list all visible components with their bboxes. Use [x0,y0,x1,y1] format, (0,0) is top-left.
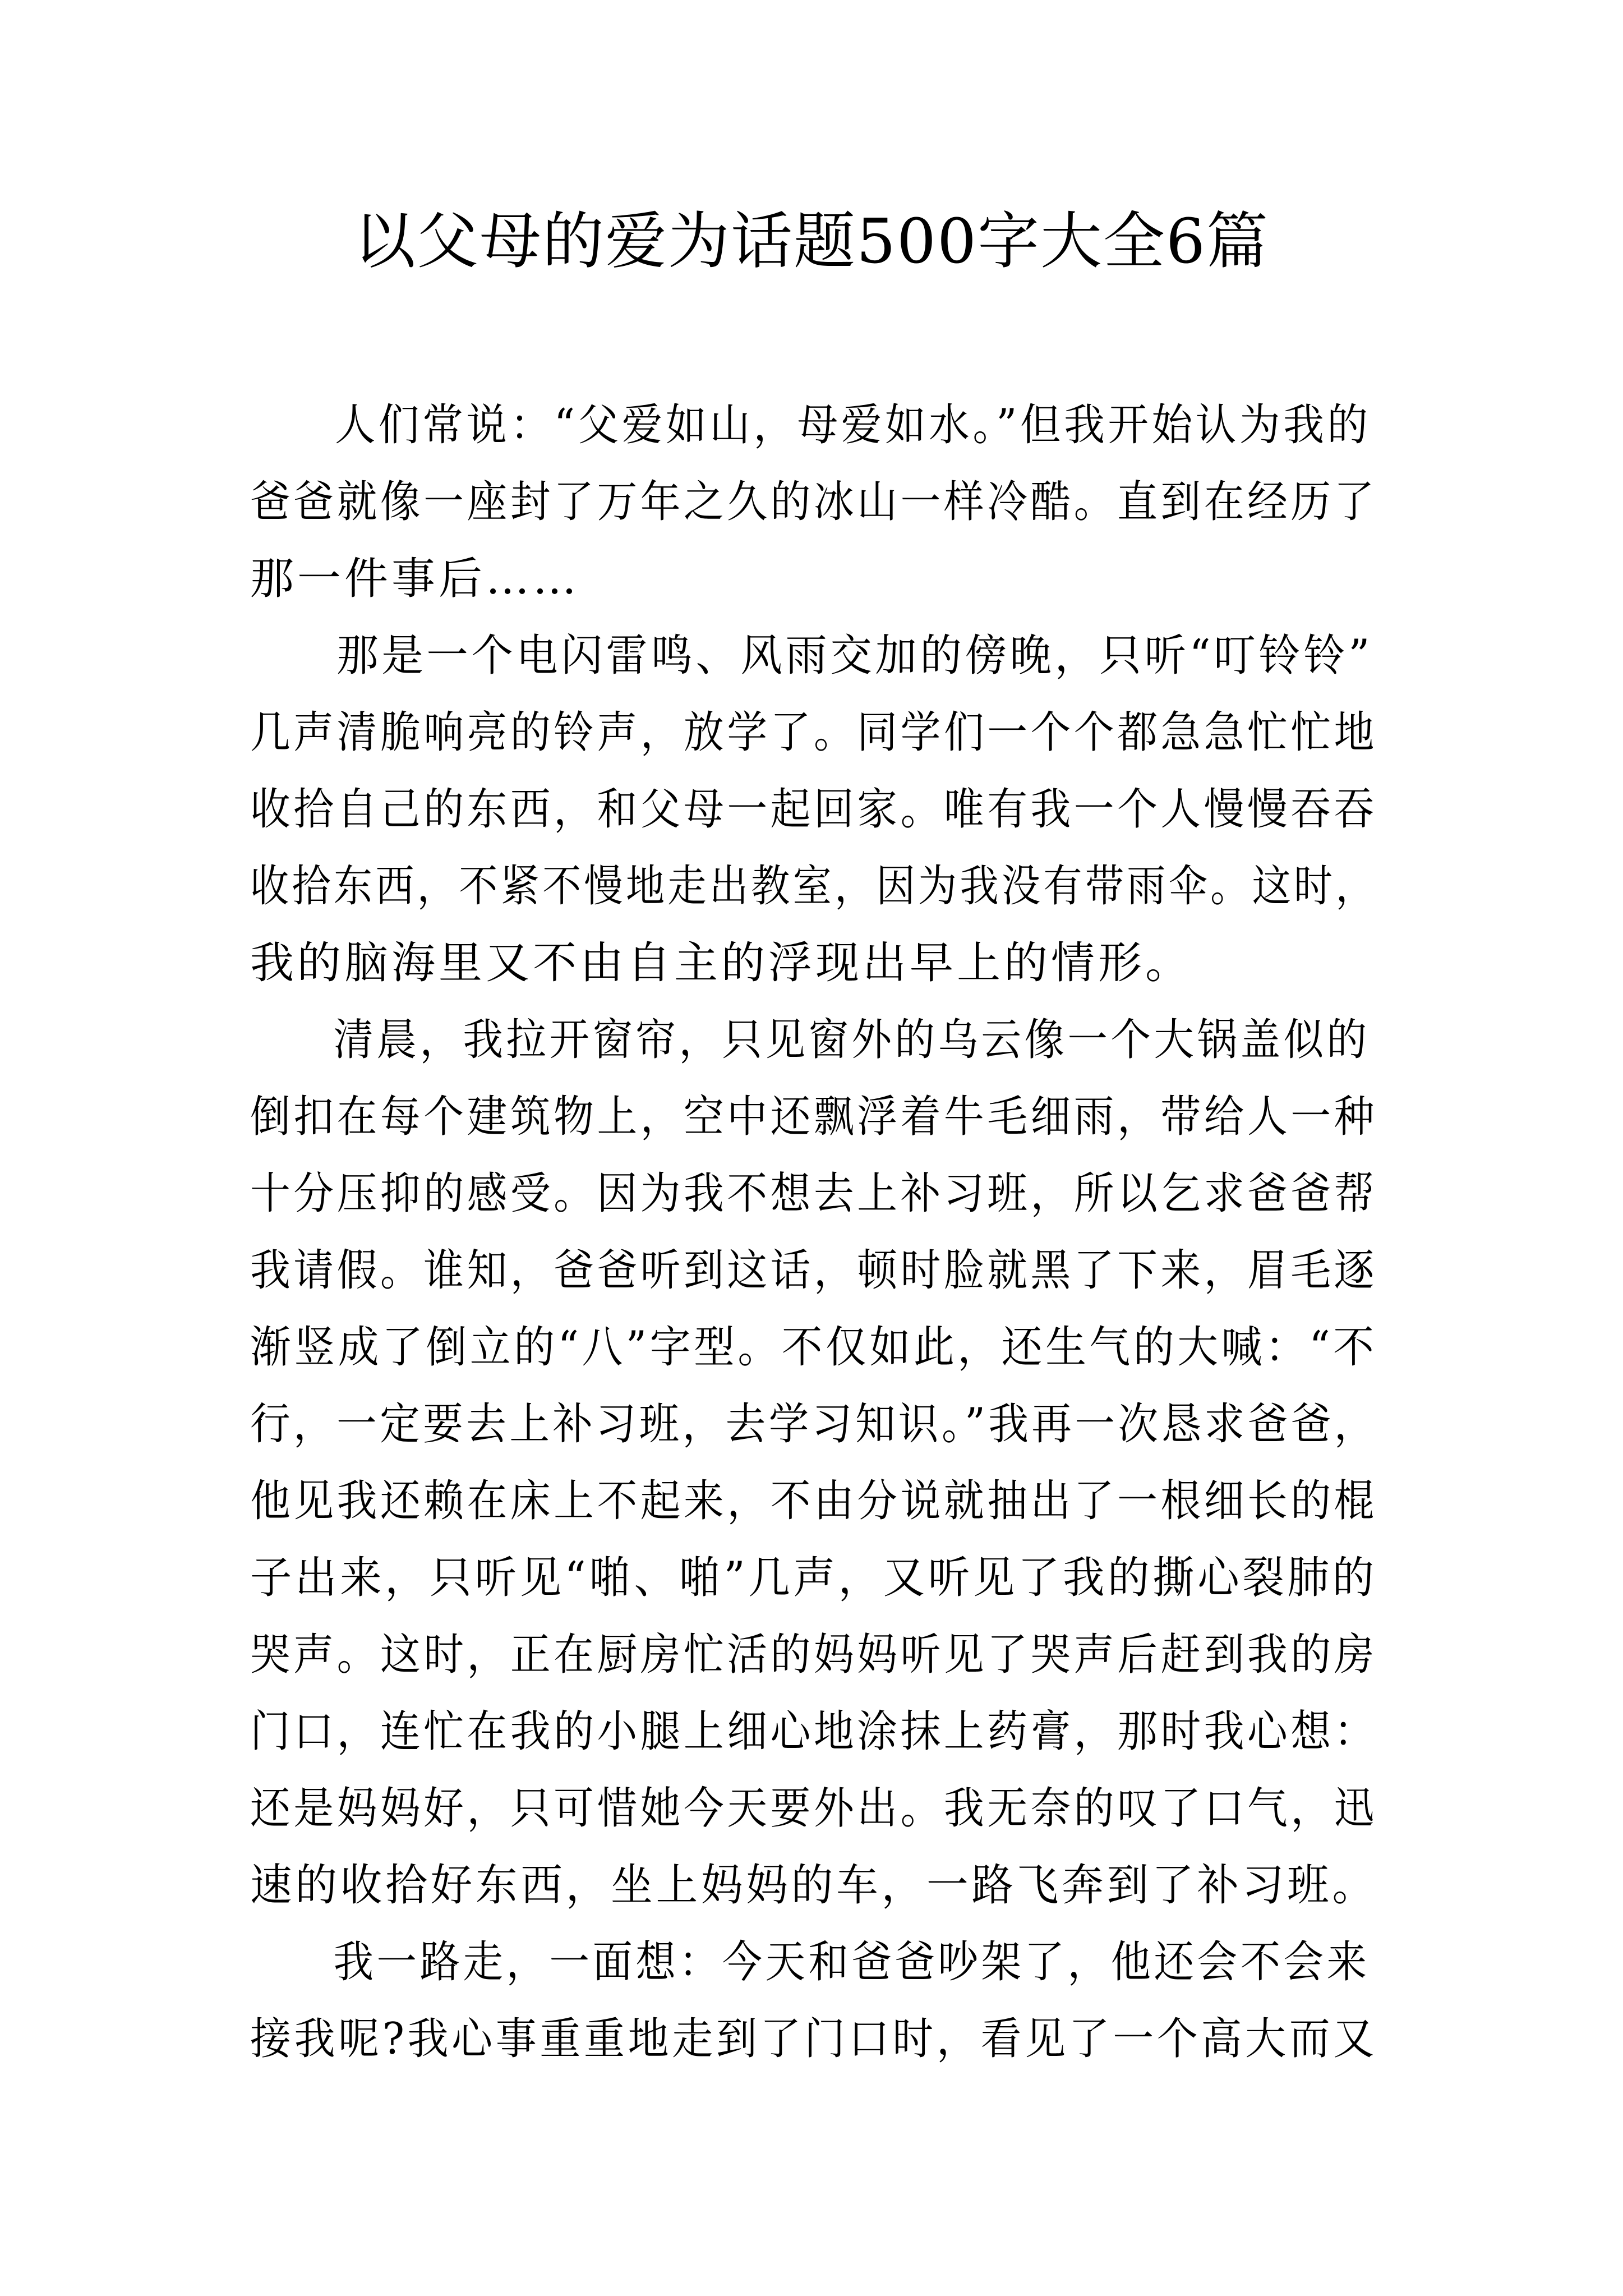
document-title: 以父母的爱为话题500字大全6篇 [354,205,1269,277]
text-line: 我请假。谁知，爸爸听到这话，顿时脸就黑了下来，眉毛逐 [250,1245,1377,1296]
text-line: 接我呢?我心事重重地走到了门口时，看见了一个高大而又 [250,2014,1377,2064]
text-line: 那是一个电闪雷鸣、风雨交加的傍晚，只听“叮铃铃” [336,631,1373,681]
text-line: 几声清脆响亮的铃声，放学了。同学们一个个都急急忙忙地 [250,707,1377,758]
text-line: 子出来，只听见“啪、啪”几声，又听见了我的撕心裂肺的 [250,1553,1377,1603]
text-line: 哭声。这时，正在厨房忙活的妈妈听见了哭声后赶到我的房 [250,1630,1377,1680]
text-line: 速的收拾好东西，坐上妈妈的车，一路飞奔到了补习班。 [250,1860,1377,1911]
text-line: 收拾东西，不紧不慢地走出教室，因为我没有带雨伞。这时， [250,861,1377,912]
text-line: 我的脑海里又不由自主的浮现出早上的情形。 [250,938,1193,988]
text-line: 行，一定要去上补习班，去学习知识。”我再一次恳求爸爸， [250,1399,1377,1450]
text-line: 人们常说：“父爱如山，母爱如水。”但我开始认为我的 [334,400,1371,450]
text-line: 门口，连忙在我的小腿上细心地涂抹上药膏，那时我心想： [250,1706,1377,1757]
text-line: 那一件事后…… [250,554,580,604]
text-line: 十分压抑的感受。因为我不想去上补习班，所以乞求爸爸帮 [250,1168,1377,1219]
text-line: 爸爸就像一座封了万年之久的冰山一样冷酷。直到在经历了 [250,477,1377,527]
text-line: 还是妈妈好，只可惜她今天要外出。我无奈的叹了口气，迅 [250,1783,1377,1834]
text-line: 他见我还赖在床上不起来，不由分说就抽出了一根细长的棍 [250,1476,1377,1526]
text-line: 倒扣在每个建筑物上，空中还飘浮着牛毛细雨，带给人一种 [250,1092,1377,1142]
document-body [250,387,1377,2078]
text-line: 清晨，我拉开窗帘，只见窗外的乌云像一个大锅盖似的 [333,1015,1370,1065]
text-line: 我一路走，一面想：今天和爸爸吵架了，他还会不会来 [333,1937,1370,1987]
text-line: 渐竖成了倒立的“八”字型。不仅如此，还生气的大喊：“不 [250,1322,1377,1373]
text-line: 收拾自己的东西，和父母一起回家。唯有我一个人慢慢吞吞 [250,784,1377,835]
